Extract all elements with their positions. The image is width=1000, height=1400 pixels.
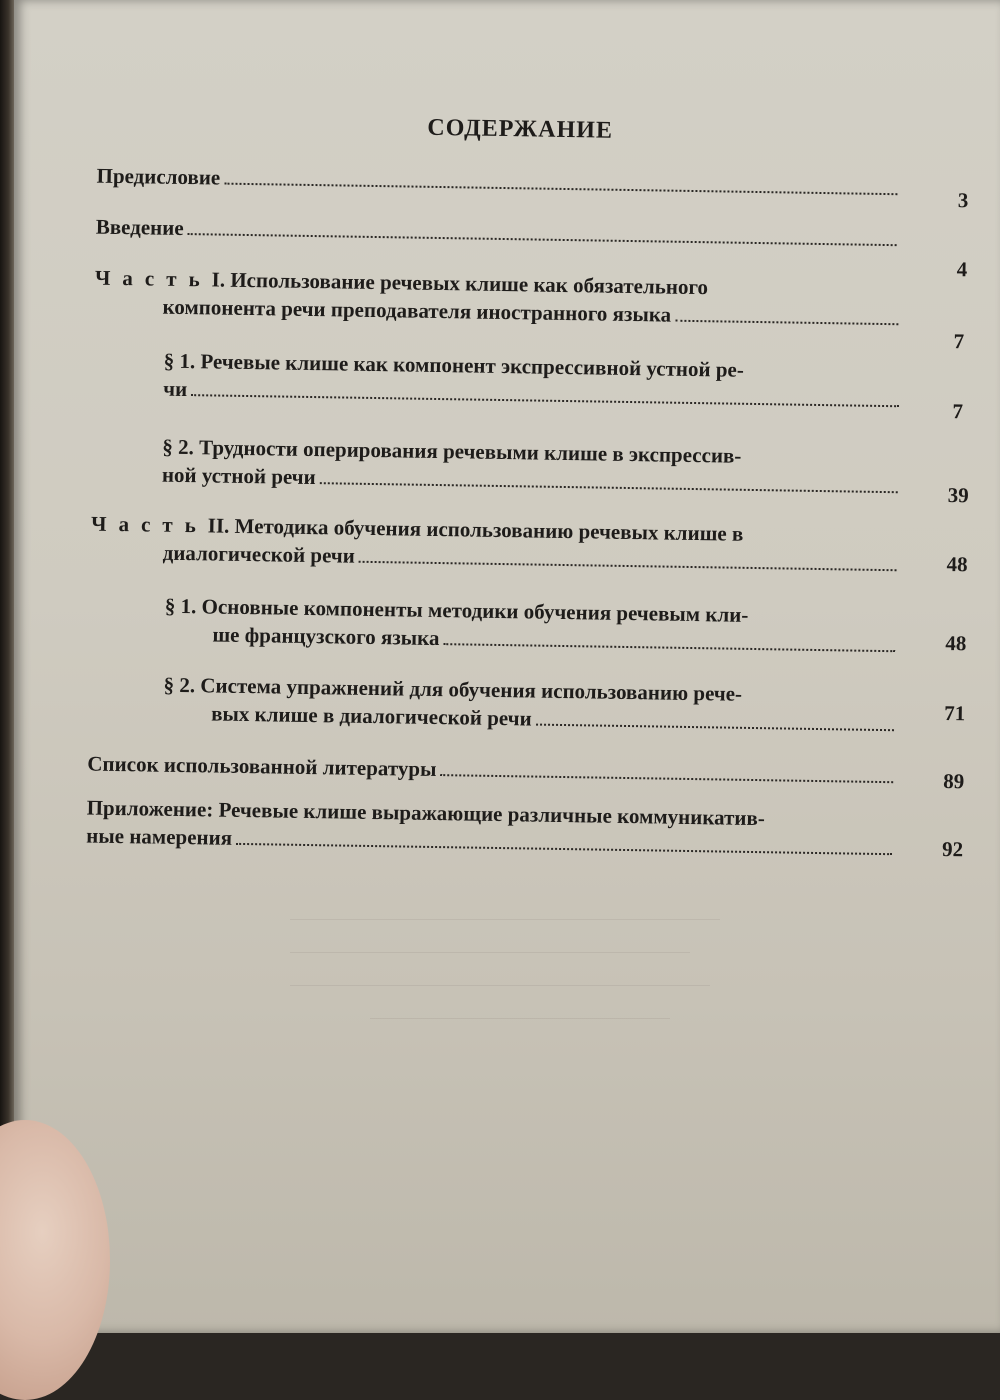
toc-entry-appendix — [86, 794, 897, 863]
toc-page-number: 4 — [956, 257, 968, 282]
toc-entry-line2: компонента речи преподавателя иностранного языка — [162, 294, 672, 327]
dot-leader — [536, 724, 894, 732]
page-title: СОДЕРЖАНИЕ — [427, 114, 614, 144]
toc-entry-part-1-section-1 — [163, 347, 904, 415]
dot-leader — [320, 482, 898, 493]
toc-page-number: 39 — [947, 483, 969, 508]
toc-entry-line1: § 2. Трудности оперирования речевыми клише в экспрессив- — [162, 434, 742, 468]
toc-entry-line1: I. Использование речевых клише как обязательного — [211, 267, 709, 300]
toc-entry-line1: II. Методика обучения использованию речевых клише в — [207, 513, 744, 546]
toc-page-number: 7 — [953, 329, 965, 354]
toc-entry-part-2-section-2 — [163, 671, 899, 739]
toc-entry-label: Предисловие — [96, 163, 221, 190]
toc-entry-line1: § 1. Речевые клише как компонент экспрессивной устной ре- — [163, 348, 745, 382]
toc-page-number: 71 — [944, 700, 966, 726]
toc-entry-part-2-section-1 — [164, 592, 900, 660]
toc-entry-label: Введение — [95, 214, 184, 240]
part-prefix: Часть — [94, 265, 212, 292]
toc-page-number: 3 — [957, 188, 969, 213]
toc-entry-line2: ной устной речи — [161, 462, 316, 490]
toc-entry-part-1 — [94, 264, 903, 333]
toc-entry-introduction — [96, 213, 901, 254]
toc-entry-part-1-section-2 — [162, 433, 903, 501]
toc-entry-bibliography — [87, 750, 897, 791]
toc-entry-line1: § 1. Основные компоненты методики обучения речевым кли- — [164, 593, 749, 627]
toc-entry-line2: диалогической речи — [162, 540, 356, 568]
dot-leader — [191, 394, 899, 407]
toc-page-number: 7 — [952, 399, 964, 424]
dot-leader — [188, 233, 897, 246]
toc-entry-label: Список использованной литературы — [87, 751, 437, 782]
dot-leader — [675, 320, 898, 326]
dot-leader — [236, 843, 892, 855]
dot-leader — [440, 774, 893, 783]
toc-entry-line1: Приложение: Речевые клише выражающие различные коммуникатив- — [86, 795, 766, 831]
toc-page-number: 92 — [941, 836, 964, 862]
dot-leader — [443, 643, 895, 652]
dot-leader — [224, 183, 897, 196]
dot-leader — [359, 561, 897, 571]
toc-page-number: 48 — [945, 631, 967, 656]
toc-page-number: 89 — [943, 768, 965, 794]
toc-entry-line2: чи — [163, 376, 188, 402]
toc-entry-line2: вых клише в диалогической речи — [210, 701, 532, 731]
toc-entry-line2: ше французского языка — [212, 622, 440, 651]
toc-entry-line1: § 2. Система упражнений для обучения использованию рече- — [163, 672, 743, 706]
toc-entry-line2: ные намерения — [86, 823, 233, 850]
toc-entry-preface — [96, 162, 901, 203]
part-prefix: Часть — [90, 511, 208, 538]
toc-page-number: 48 — [946, 552, 968, 577]
toc-entry-part-2 — [90, 510, 901, 579]
